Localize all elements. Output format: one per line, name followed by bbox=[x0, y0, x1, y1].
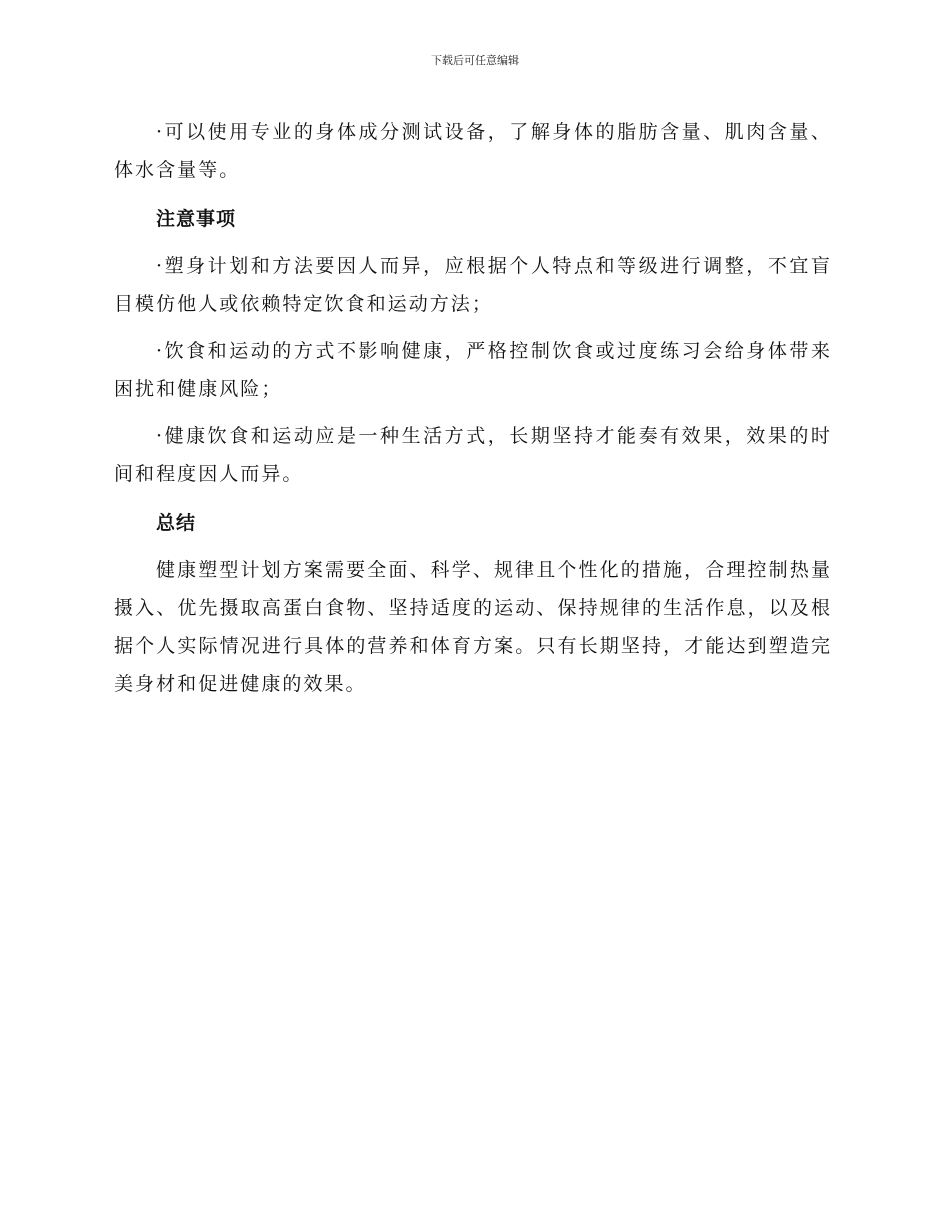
note-item-2: ·饮食和运动的方式不影响健康，严格控制饮食或过度练习会给身体带来困扰和健康风险； bbox=[114, 340, 832, 400]
summary-heading: 总结 bbox=[156, 512, 197, 534]
document-body bbox=[114, 113, 832, 703]
page-header-note: 下载后可任意编辑 bbox=[431, 54, 519, 67]
notes-heading: 注意事项 bbox=[156, 208, 237, 230]
note-item-3: ·健康饮食和运动应是一种生活方式，长期坚持才能奏有效果，效果的时间和程度因人而异。 bbox=[114, 425, 832, 485]
summary-paragraph: 健康塑型计划方案需要全面、科学、规律且个性化的措施，合理控制热量摄入、优先摄取高蛋白食物、坚持适度的运动、保持规律的生活作息，以及根据个人实际情况进行具体的营养和体育方案。只有长期坚持，才能达到塑造完美身材和促进健康的效果。 bbox=[114, 559, 832, 695]
intro-bullet-paragraph: ·可以使用专业的身体成分测试设备，了解身体的脂肪含量、肌肉含量、体水含量等。 bbox=[114, 121, 832, 181]
note-item-1: ·塑身计划和方法要因人而异，应根据个人特点和等级进行调整，不宜盲目模仿他人或依赖特定饮食和运动方法； bbox=[114, 255, 832, 315]
